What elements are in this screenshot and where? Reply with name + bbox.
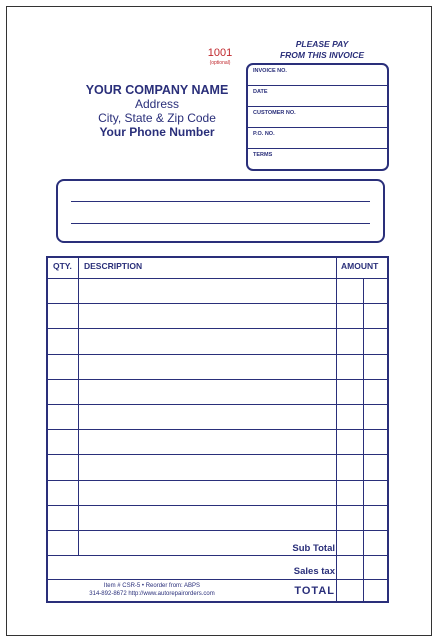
- invoice-number-note: (optional): [209, 60, 231, 66]
- invoice-info-box: [246, 63, 389, 171]
- invoice-number: 1001: [207, 47, 233, 59]
- date-field[interactable]: [248, 86, 387, 107]
- header-rule: [48, 278, 387, 279]
- subtotal-label: Sub Total: [292, 543, 335, 554]
- row-rule: [48, 555, 387, 556]
- company-phone: Your Phone Number: [99, 125, 215, 139]
- total-label: TOTAL: [294, 585, 335, 597]
- description-header: DESCRIPTION: [84, 261, 143, 271]
- row-rule: [48, 505, 387, 506]
- company-address: Address: [134, 97, 180, 111]
- po-no-field[interactable]: [248, 128, 387, 149]
- row-rule: [48, 379, 387, 380]
- row-rule: [48, 480, 387, 481]
- pay-heading: [247, 39, 397, 61]
- invoice-no-label: INVOICE NO.: [253, 68, 287, 74]
- company-city: City, State & Zip Code: [98, 111, 216, 125]
- row-rule: [48, 328, 387, 329]
- customer-address-box[interactable]: [56, 179, 385, 243]
- line-items-table: [46, 256, 389, 603]
- amount-header: AMOUNT: [341, 261, 379, 271]
- row-rule: [48, 354, 387, 355]
- row-rule: [48, 530, 387, 531]
- row-rule: [48, 579, 387, 580]
- invoice-form: [6, 6, 432, 636]
- customer-no-label: CUSTOMER NO.: [253, 110, 296, 116]
- company-name: YOUR COMPANY NAME: [85, 83, 229, 97]
- footer: [47, 582, 257, 598]
- amount-divider: [336, 258, 337, 603]
- row-rule: [48, 404, 387, 405]
- footer-item-line: Item # CSR-5 • Reorder from: ABPS: [103, 583, 201, 589]
- sales-tax-label: Sales tax: [293, 566, 335, 577]
- customer-line: [71, 201, 370, 202]
- company-block: [47, 83, 267, 139]
- row-rule: [48, 429, 387, 430]
- row-rule: [48, 303, 387, 304]
- pay-heading-line1: PLEASE PAY: [295, 39, 349, 49]
- date-label: DATE: [253, 89, 268, 95]
- qty-header: QTY.: [53, 261, 72, 271]
- terms-field[interactable]: [248, 149, 387, 170]
- row-rule: [48, 454, 387, 455]
- po-no-label: P.O. NO.: [253, 131, 275, 137]
- customer-no-field[interactable]: [248, 107, 387, 128]
- pay-heading-line2: FROM THIS INVOICE: [279, 50, 365, 60]
- footer-contact-line: 314-892-8672 http://www.autorepairorders.com: [89, 591, 215, 597]
- customer-line: [71, 223, 370, 224]
- invoice-no-field[interactable]: [248, 65, 387, 86]
- terms-label: TERMS: [253, 152, 273, 158]
